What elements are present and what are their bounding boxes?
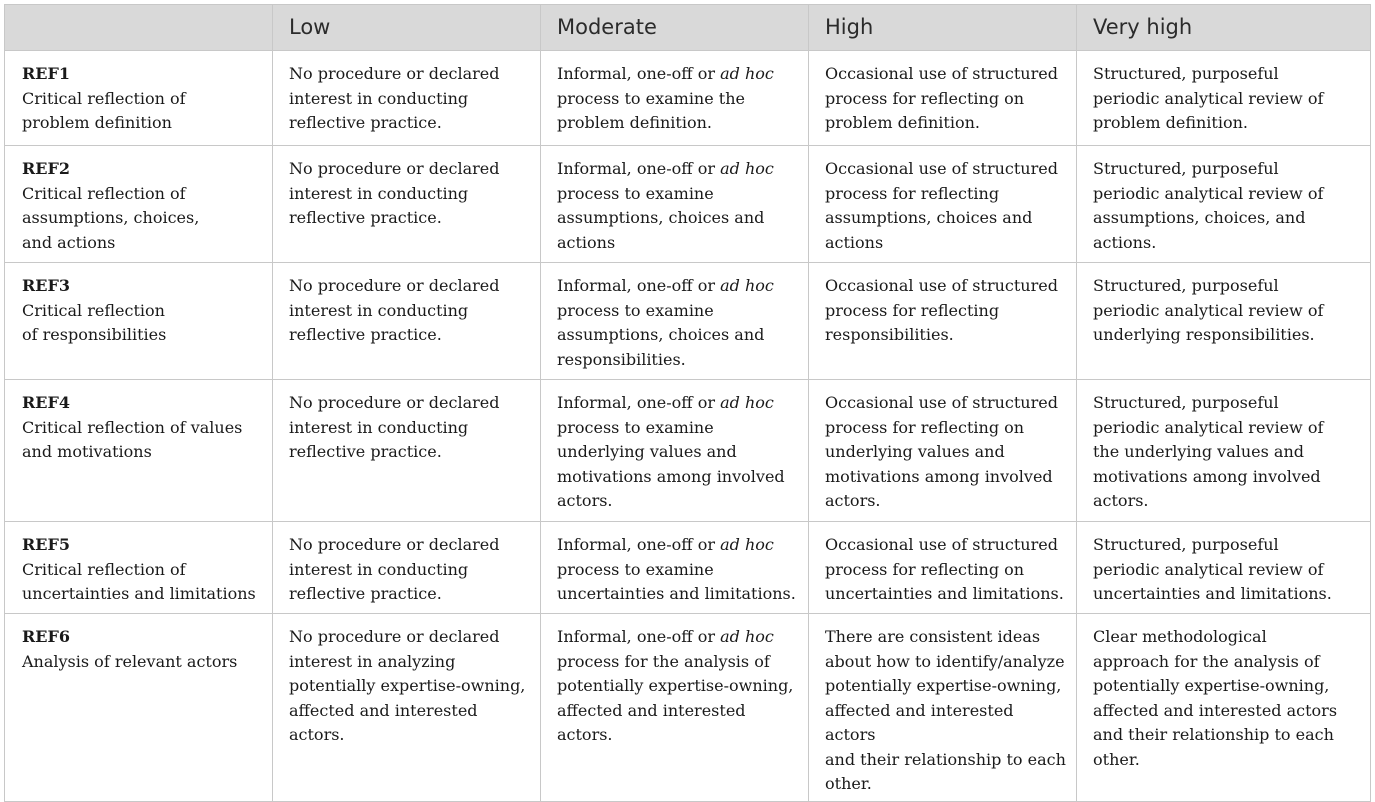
- header-high: High: [809, 5, 1077, 51]
- low-cell: No procedure or declared interest in conducting reflective practice.: [273, 263, 541, 380]
- criterion-label: Critical reflection of problem definition: [22, 88, 186, 132]
- low-cell: No procedure or declared interest in conducting reflective practice.: [273, 51, 541, 146]
- criterion-code: REF5: [22, 535, 70, 554]
- criterion-cell: [5, 522, 273, 614]
- low-cell: No procedure or declared interest in conducting reflective practice.: [273, 146, 541, 263]
- high-cell: There are consistent ideas about how to identify/analyze potentially expertise-owning, affected and interested actors and their relationship to each other.: [809, 614, 1077, 802]
- moderate-cell: [541, 146, 809, 263]
- moderate-cell: [541, 522, 809, 614]
- moderate-cell: [541, 380, 809, 522]
- rubric-table: [4, 4, 1371, 802]
- criterion-cell: [5, 146, 273, 263]
- moderate-text: Informal, one-off or: [557, 393, 721, 412]
- table-row: [5, 263, 1371, 380]
- very-high-cell: Clear methodological approach for the analysis of potentially expertise-owning, affected and interested actors and their relationship to each other.: [1077, 614, 1371, 802]
- very-high-cell: Structured, purposeful periodic analytical review of problem definition.: [1077, 51, 1371, 146]
- table-row: [5, 522, 1371, 614]
- moderate-cell: [541, 51, 809, 146]
- high-cell: Occasional use of structured process for reflecting on uncertainties and limitations.: [809, 522, 1077, 614]
- header-criterion: [5, 5, 273, 51]
- moderate-text: Informal, one-off or: [557, 64, 721, 83]
- moderate-text: process to examine underlying values and motivations among involved actors.: [557, 417, 785, 510]
- header-very-high: Very high: [1077, 5, 1371, 51]
- moderate-italic: ad hoc: [720, 64, 774, 83]
- criterion-cell: [5, 51, 273, 146]
- criterion-label: Critical reflection of assumptions, choices, and actions: [22, 183, 200, 252]
- very-high-cell: Structured, purposeful periodic analytical review of the underlying values and motivations among involved actors.: [1077, 380, 1371, 522]
- high-cell: Occasional use of structured process for reflecting responsibilities.: [809, 263, 1077, 380]
- low-cell: No procedure or declared interest in conducting reflective practice.: [273, 380, 541, 522]
- moderate-italic: ad hoc: [720, 535, 774, 554]
- criterion-cell: [5, 263, 273, 380]
- moderate-text: process to examine assumptions, choices and responsibilities.: [557, 300, 765, 369]
- moderate-cell: [541, 614, 809, 802]
- very-high-cell: Structured, purposeful periodic analytical review of uncertainties and limitations.: [1077, 522, 1371, 614]
- criterion-cell: [5, 614, 273, 802]
- moderate-text: Informal, one-off or: [557, 535, 721, 554]
- criterion-code: REF4: [22, 393, 70, 412]
- criterion-label: Critical reflection of values and motivations: [22, 417, 243, 461]
- table-row: [5, 51, 1371, 146]
- moderate-italic: ad hoc: [720, 159, 774, 178]
- moderate-text: Informal, one-off or: [557, 276, 721, 295]
- table-row: [5, 380, 1371, 522]
- high-cell: Occasional use of structured process for reflecting assumptions, choices and actions: [809, 146, 1077, 263]
- moderate-text: process to examine the problem definition.: [557, 88, 745, 132]
- moderate-italic: ad hoc: [720, 393, 774, 412]
- criterion-code: REF1: [22, 64, 70, 83]
- very-high-cell: Structured, purposeful periodic analytical review of assumptions, choices, and actions.: [1077, 146, 1371, 263]
- criterion-code: REF6: [22, 627, 70, 646]
- high-cell: Occasional use of structured process for reflecting on underlying values and motivations among involved actors.: [809, 380, 1077, 522]
- moderate-text: process for the analysis of potentially expertise-owning, affected and interested actors.: [557, 651, 794, 744]
- moderate-text: Informal, one-off or: [557, 627, 721, 646]
- criterion-label: Critical reflection of responsibilities: [22, 300, 167, 344]
- criterion-label: Analysis of relevant actors: [22, 651, 238, 671]
- moderate-text: process to examine assumptions, choices and actions: [557, 183, 765, 252]
- header-low: Low: [273, 5, 541, 51]
- moderate-italic: ad hoc: [720, 627, 774, 646]
- criterion-code: REF2: [22, 159, 70, 178]
- table-row: [5, 146, 1371, 263]
- moderate-text: process to examine uncertainties and limitations.: [557, 559, 796, 603]
- moderate-text: Informal, one-off or: [557, 159, 721, 178]
- criterion-code: REF3: [22, 276, 70, 295]
- criterion-label: Critical reflection of uncertainties and limitations: [22, 559, 256, 603]
- criterion-cell: [5, 380, 273, 522]
- table-row: [5, 614, 1371, 802]
- header-row: [5, 5, 1371, 51]
- high-cell: Occasional use of structured process for reflecting on problem definition.: [809, 51, 1077, 146]
- moderate-cell: [541, 263, 809, 380]
- very-high-cell: Structured, purposeful periodic analytical review of underlying responsibilities.: [1077, 263, 1371, 380]
- low-cell: No procedure or declared interest in analyzing potentially expertise-owning, affected and interested actors.: [273, 614, 541, 802]
- moderate-italic: ad hoc: [720, 276, 774, 295]
- header-moderate: Moderate: [541, 5, 809, 51]
- low-cell: No procedure or declared interest in conducting reflective practice.: [273, 522, 541, 614]
